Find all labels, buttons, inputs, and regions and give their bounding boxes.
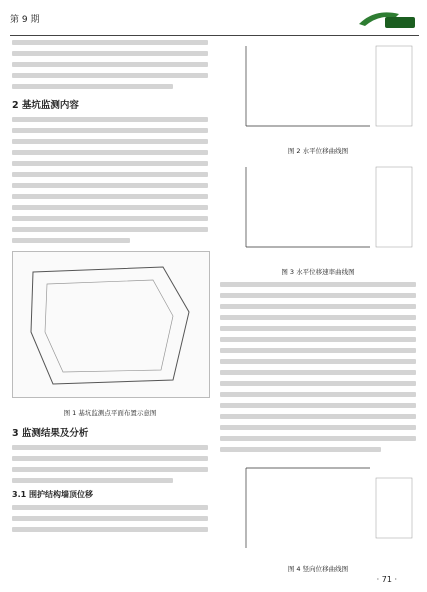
chart-vertical-displacement	[220, 458, 416, 558]
chart-horizontal-displacement	[220, 40, 416, 140]
chart-displacement-rate	[220, 161, 416, 261]
monitoring-plan-figure	[12, 251, 210, 398]
right-body-text	[220, 282, 416, 452]
section-2-body	[12, 117, 208, 243]
section-heading-3: 3 监测结果及分析	[12, 428, 89, 439]
chart-legend	[376, 46, 412, 126]
right-column	[220, 40, 416, 579]
journal-logo-icon	[355, 6, 419, 32]
running-header	[10, 6, 419, 34]
section-3-body	[12, 445, 208, 483]
figure-4-caption: 图 4 竖向位移曲线图	[287, 565, 349, 573]
figure-1-caption: 图 1 基坑监测点平面布置示意图	[63, 409, 157, 417]
header-rule	[10, 35, 419, 36]
section-3-1-body	[12, 505, 208, 532]
page-number: · 71 ·	[376, 575, 397, 584]
figure-2-caption: 图 2 水平位移曲线图	[287, 147, 349, 155]
issue-number: 第 9 期	[10, 15, 40, 25]
section-heading-3-1: 3.1 围护结构墙顶位移	[12, 490, 93, 499]
intro-paragraph	[12, 40, 208, 89]
figure-3-caption: 图 3 水平位移速率曲线图	[281, 268, 355, 276]
section-heading-2: 2 基坑监测内容	[12, 100, 79, 111]
chart-legend	[376, 478, 412, 538]
left-column	[12, 40, 208, 538]
chart-legend	[376, 167, 412, 247]
